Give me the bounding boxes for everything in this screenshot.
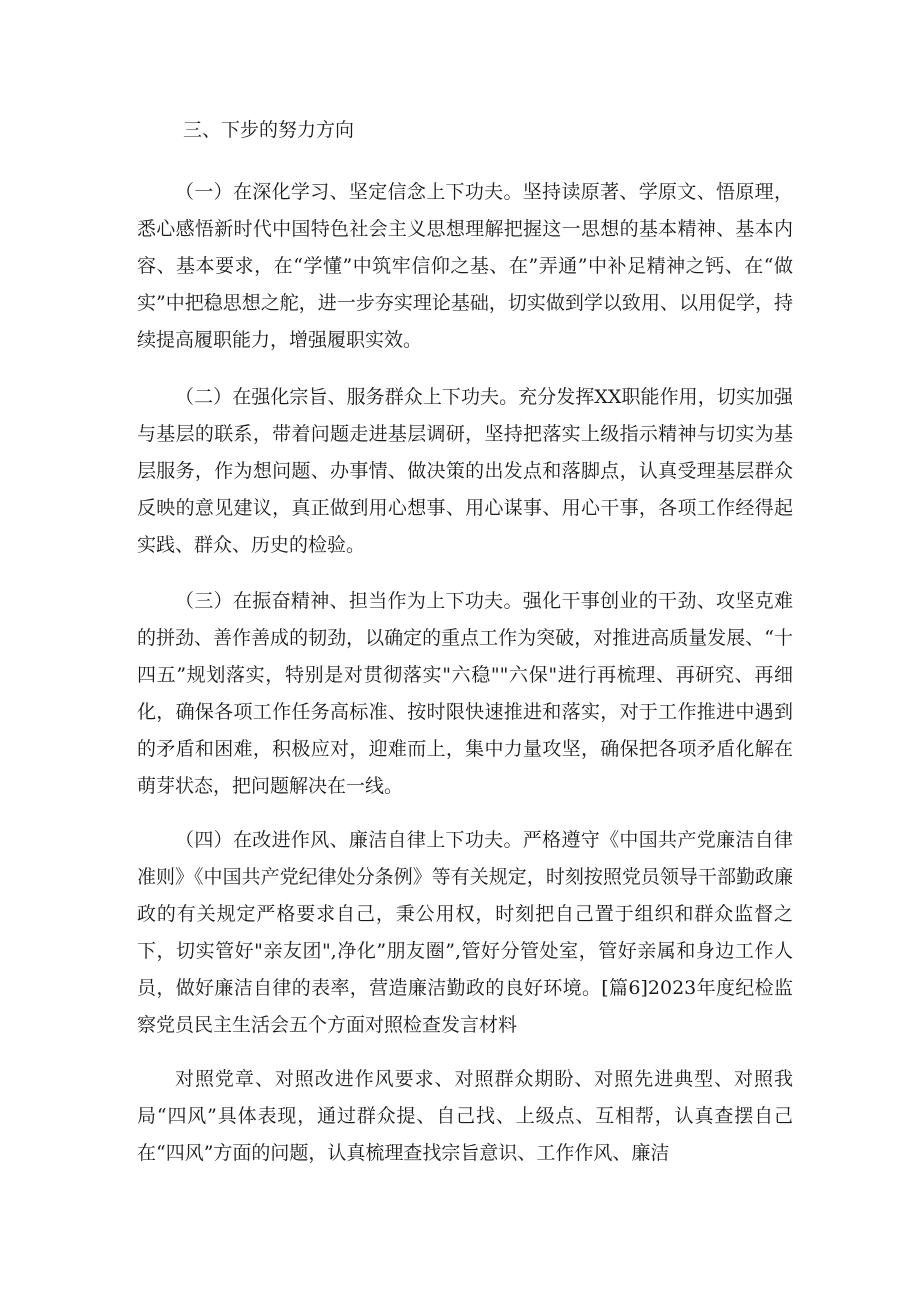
- paragraph-self-check: 对照党章、对照改进作风要求、对照群众期盼、对照先进典型、对照我局“四风”具体表现，通过群众提、自己找、上级点、互相帮，认真查摆自己在“四风”方面的问题，认真梳理查找宗旨意识、工作作风、廉洁: [137, 1068, 793, 1164]
- paragraph-study: （一）在深化学习、坚定信念上下功夫。坚持读原著、学原文、悟原理，悉心感悟新时代中国特色社会主义思想理解把握这一思想的基本精神、基本内容、基本要求，在“学懂”中筑牢信仰之基、在”弄通”中补足精神之钙、在“做实”中把稳思想之舵，进一步夯实理论基础，切实做到学以致用、以用促学，持续提高履职能力，增强履职实效。: [137, 181, 793, 351]
- section-heading: 三、下步的努力方向: [183, 119, 355, 141]
- paragraph-integrity: （四）在改进作风、廉洁自律上下功夫。严格遵守《中国共产党廉洁自律准则》《中国共产党纪律处分条例》等有关规定，时刻按照党员领导干部勤政廉政的有关规定严格要求自己，秉公用权，时刻把自己置于组织和群众监督之下，切实管好"亲友团",净化”朋友圈”,管好分管处室，管好亲属和身边工作人员，做好廉洁自律的表率，营造廉洁勤政的良好环境。[篇6]2023年度纪检监察党员民主生活会五个方面对照检查发言材料: [137, 829, 793, 1036]
- paragraph-service: （二）在强化宗旨、服务群众上下功夫。充分发挥XX职能作用，切实加强与基层的联系，带着问题走进基层调研，坚持把落实上级指示精神与切实为基层服务，作为想问题、办事情、做决策的出发点和落脚点，认真受理基层群众反映的意见建议，真正做到用心想事、用心谋事、用心干事，各项工作经得起实践、群众、历史的检验。: [137, 386, 793, 556]
- paragraph-spirit: （三）在振奋精神、担当作为上下功夫。强化干事创业的干劲、攻坚克难的拼劲、善作善成的韧劲，以确定的重点工作为突破，对推进高质量发展、“十四五”规划落实，特别是对贯彻落实"六稳""六保"进行再梳理、再研究、再细化，确保各项工作任务高标准、按时限快速推进和落实，对于工作推进中遇到的矛盾和困难，积极应对，迎难而上，集中力量攻坚，确保把各项矛盾化解在萌芽状态，把问题解决在一线。: [137, 590, 793, 797]
